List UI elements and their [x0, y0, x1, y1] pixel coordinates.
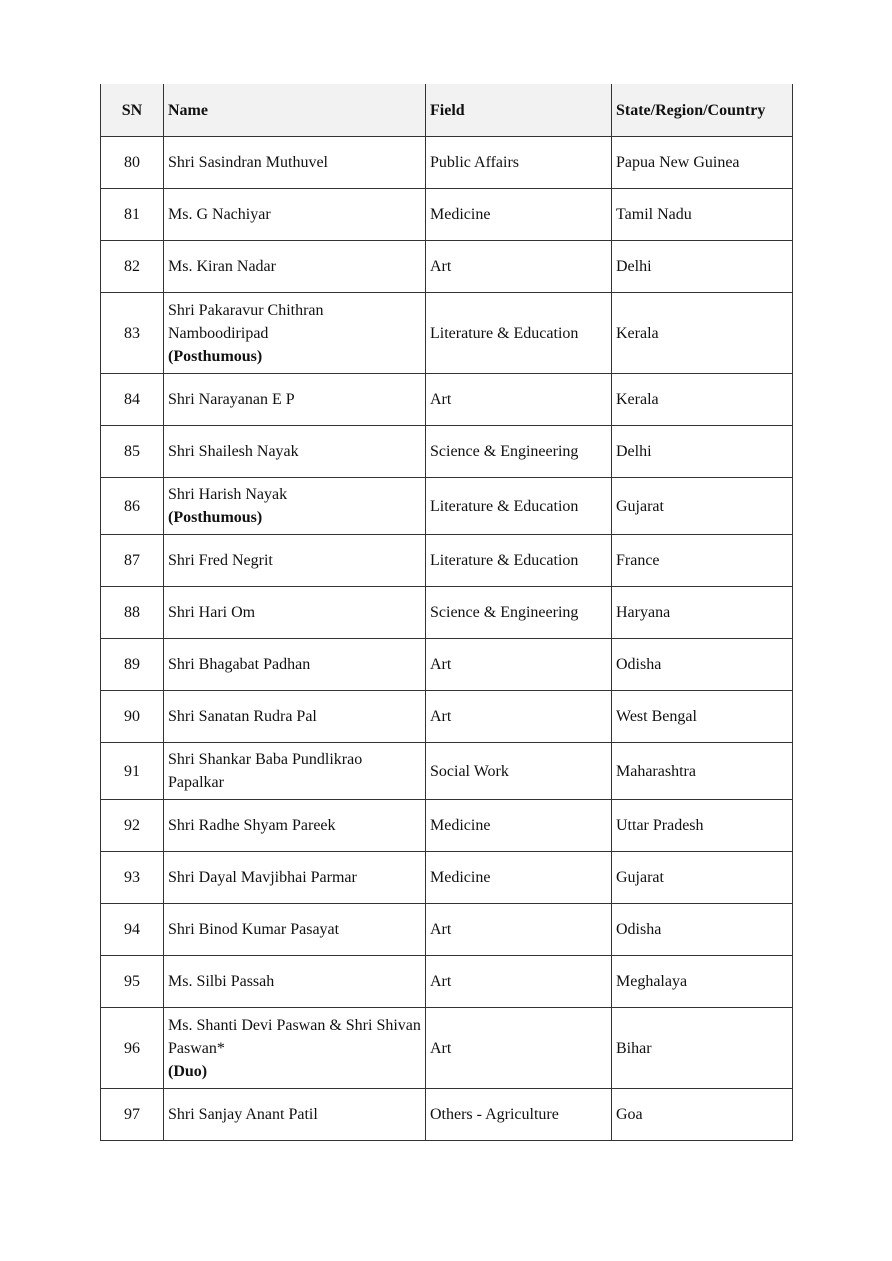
cell-state: West Bengal [612, 691, 793, 743]
cell-field: Literature & Education [426, 478, 612, 535]
table-row [101, 189, 793, 241]
cell-sn: 95 [101, 956, 164, 1008]
awardee-name: Shri Binod Kumar Pasayat [168, 921, 340, 938]
awardee-name: Shri Pakaravur Chithran Namboodiripad [168, 301, 324, 342]
cell-state: Uttar Pradesh [612, 800, 793, 852]
table-body [101, 137, 793, 1141]
cell-field: Medicine [426, 800, 612, 852]
table-row [101, 639, 793, 691]
awardee-name: Shri Narayanan E P [168, 391, 295, 408]
cell-state: Maharashtra [612, 743, 793, 800]
awardee-name: Shri Shankar Baba Pundlikrao Papalkar [168, 751, 363, 791]
header-row [101, 84, 793, 137]
cell-field: Art [426, 1008, 612, 1089]
header-sn: SN [101, 84, 164, 137]
cell-sn: 80 [101, 137, 164, 189]
cell-state: Gujarat [612, 852, 793, 904]
cell-name [164, 1089, 426, 1141]
cell-field: Medicine [426, 852, 612, 904]
awardee-name: Shri Dayal Mavjibhai Parmar [168, 869, 357, 886]
cell-name [164, 904, 426, 956]
cell-field: Science & Engineering [426, 587, 612, 639]
cell-field: Public Affairs [426, 137, 612, 189]
cell-sn: 93 [101, 852, 164, 904]
cell-sn: 81 [101, 189, 164, 241]
cell-state: Delhi [612, 241, 793, 293]
awardee-name: Ms. Shanti Devi Paswan & Shri Shivan Paswan* [168, 1016, 421, 1057]
cell-name [164, 800, 426, 852]
table-row [101, 1008, 793, 1089]
cell-state: Goa [612, 1089, 793, 1141]
cell-state: Kerala [612, 293, 793, 374]
cell-state: Gujarat [612, 478, 793, 535]
header-state: State/Region/Country [612, 84, 793, 137]
table-header [101, 84, 793, 137]
awardee-note: (Duo) [168, 1062, 208, 1080]
cell-state: Meghalaya [612, 956, 793, 1008]
table-row [101, 137, 793, 189]
table-row [101, 956, 793, 1008]
awardees-table [100, 84, 793, 1141]
cell-state: Kerala [612, 374, 793, 426]
awardee-name: Shri Fred Negrit [168, 552, 273, 569]
cell-sn: 91 [101, 743, 164, 800]
cell-sn: 94 [101, 904, 164, 956]
cell-field: Art [426, 639, 612, 691]
cell-name [164, 743, 426, 800]
cell-sn: 97 [101, 1089, 164, 1141]
table-row [101, 374, 793, 426]
awardee-name: Shri Sanjay Anant Patil [168, 1106, 318, 1123]
cell-state: Haryana [612, 587, 793, 639]
cell-name [164, 241, 426, 293]
cell-name [164, 189, 426, 241]
cell-state: Odisha [612, 639, 793, 691]
cell-sn: 86 [101, 478, 164, 535]
cell-state: Odisha [612, 904, 793, 956]
cell-sn: 89 [101, 639, 164, 691]
cell-name [164, 535, 426, 587]
cell-name [164, 639, 426, 691]
cell-state: Delhi [612, 426, 793, 478]
table-row [101, 904, 793, 956]
table-row [101, 535, 793, 587]
cell-field: Art [426, 691, 612, 743]
header-field: Field [426, 84, 612, 137]
cell-state: France [612, 535, 793, 587]
cell-sn: 96 [101, 1008, 164, 1089]
table-row [101, 241, 793, 293]
awardee-name: Shri Hari Om [168, 604, 256, 621]
table-row [101, 743, 793, 800]
cell-field: Art [426, 956, 612, 1008]
cell-name [164, 852, 426, 904]
awardee-name: Ms. G Nachiyar [168, 206, 271, 223]
cell-field: Literature & Education [426, 535, 612, 587]
cell-name [164, 374, 426, 426]
awardee-name: Shri Sanatan Rudra Pal [168, 708, 317, 725]
awardee-name: Shri Harish Nayak [168, 486, 288, 503]
cell-state: Tamil Nadu [612, 189, 793, 241]
cell-sn: 82 [101, 241, 164, 293]
cell-field: Others - Agriculture [426, 1089, 612, 1141]
awardee-name: Ms. Silbi Passah [168, 973, 275, 990]
cell-sn: 92 [101, 800, 164, 852]
awardee-name: Ms. Kiran Nadar [168, 258, 276, 275]
table-row [101, 478, 793, 535]
cell-state: Papua New Guinea [612, 137, 793, 189]
table-row [101, 691, 793, 743]
cell-field: Science & Engineering [426, 426, 612, 478]
cell-name [164, 691, 426, 743]
table-row [101, 293, 793, 374]
cell-sn: 87 [101, 535, 164, 587]
cell-field: Art [426, 374, 612, 426]
cell-sn: 88 [101, 587, 164, 639]
awardee-name: Shri Shailesh Nayak [168, 443, 299, 460]
cell-sn: 85 [101, 426, 164, 478]
cell-field: Medicine [426, 189, 612, 241]
table-row [101, 1089, 793, 1141]
cell-name [164, 293, 426, 374]
awardee-name: Shri Sasindran Muthuvel [168, 154, 328, 171]
cell-sn: 83 [101, 293, 164, 374]
awardee-name: Shri Bhagabat Padhan [168, 656, 311, 673]
cell-name [164, 1008, 426, 1089]
cell-sn: 90 [101, 691, 164, 743]
cell-field: Social Work [426, 743, 612, 800]
table-row [101, 800, 793, 852]
cell-field: Art [426, 904, 612, 956]
cell-name [164, 956, 426, 1008]
cell-name [164, 478, 426, 535]
table-row [101, 426, 793, 478]
cell-sn: 84 [101, 374, 164, 426]
table-row [101, 852, 793, 904]
cell-field: Literature & Education [426, 293, 612, 374]
awardee-name: Shri Radhe Shyam Pareek [168, 817, 336, 834]
table-row [101, 587, 793, 639]
cell-name [164, 137, 426, 189]
cell-name [164, 426, 426, 478]
header-name: Name [164, 84, 426, 137]
cell-state: Bihar [612, 1008, 793, 1089]
awardee-note: (Posthumous) [168, 509, 263, 526]
cell-name [164, 587, 426, 639]
awardee-note: (Posthumous) [168, 347, 263, 365]
cell-field: Art [426, 241, 612, 293]
